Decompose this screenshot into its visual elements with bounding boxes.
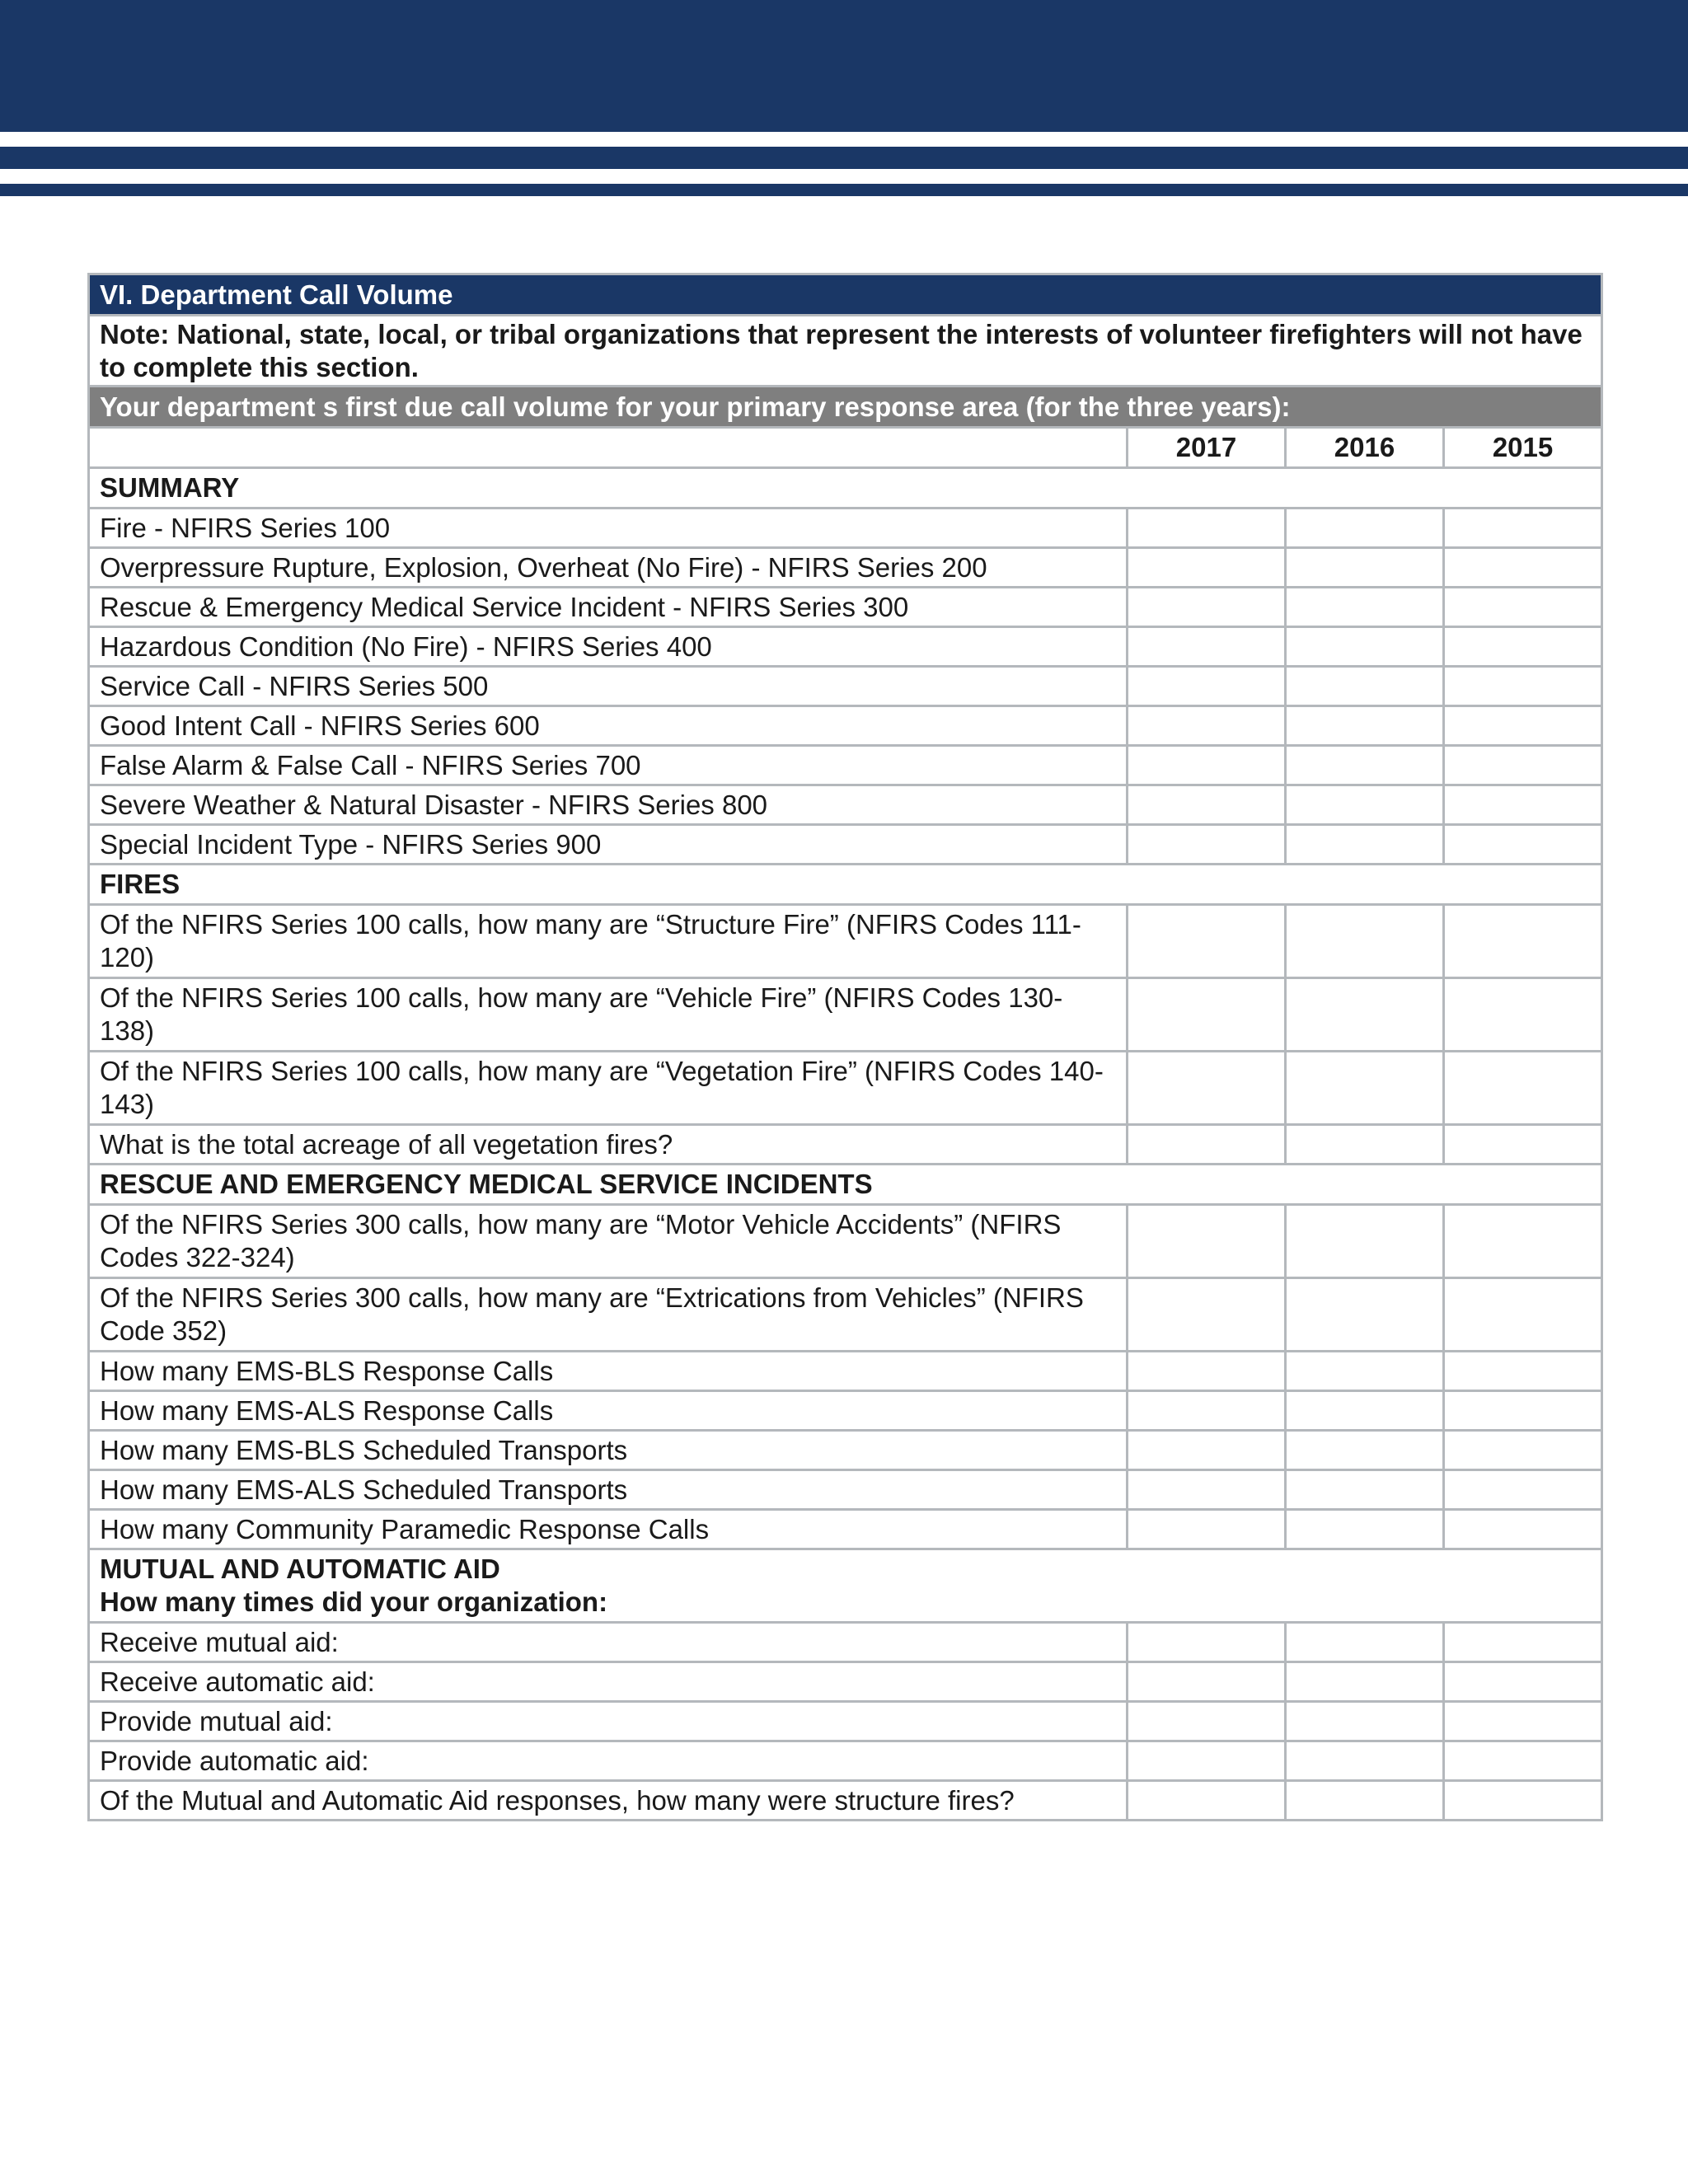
year-header-blank bbox=[89, 428, 1128, 468]
entry-cell[interactable] bbox=[1286, 978, 1444, 1052]
entry-cell[interactable] bbox=[1444, 548, 1602, 588]
entry-cell[interactable] bbox=[1444, 785, 1602, 825]
summary-rows bbox=[89, 509, 1602, 865]
entry-cell[interactable] bbox=[1444, 746, 1602, 785]
entry-cell[interactable] bbox=[1128, 1781, 1286, 1821]
row-label: Of the NFIRS Series 300 calls, how many are “Extrications from Vehicles” (NFIRS Code 352) bbox=[89, 1278, 1128, 1352]
entry-cell[interactable] bbox=[1128, 1470, 1286, 1510]
table-row bbox=[89, 1781, 1602, 1821]
entry-cell[interactable] bbox=[1128, 1125, 1286, 1165]
table-row bbox=[89, 1352, 1602, 1391]
header-stripe bbox=[0, 184, 1688, 196]
row-label: Receive mutual aid: bbox=[89, 1623, 1128, 1662]
row-label: Of the NFIRS Series 100 calls, how many are “Structure Fire” (NFIRS Codes 111-120) bbox=[89, 905, 1128, 978]
entry-cell[interactable] bbox=[1128, 1662, 1286, 1702]
entry-cell[interactable] bbox=[1286, 1391, 1444, 1431]
table-row bbox=[89, 627, 1602, 667]
entry-cell[interactable] bbox=[1286, 667, 1444, 706]
entry-cell[interactable] bbox=[1286, 1623, 1444, 1662]
entry-cell[interactable] bbox=[1286, 627, 1444, 667]
header-stripe bbox=[0, 147, 1688, 169]
row-label: Receive automatic aid: bbox=[89, 1662, 1128, 1702]
entry-cell[interactable] bbox=[1128, 706, 1286, 746]
entry-cell[interactable] bbox=[1128, 588, 1286, 627]
table-row bbox=[89, 1662, 1602, 1702]
fires-rows bbox=[89, 905, 1602, 1165]
entry-cell[interactable] bbox=[1286, 1781, 1444, 1821]
entry-cell[interactable] bbox=[1286, 825, 1444, 865]
entry-cell[interactable] bbox=[1286, 1125, 1444, 1165]
table-row bbox=[89, 1052, 1602, 1125]
mutual-rows bbox=[89, 1623, 1602, 1821]
rescue-rows bbox=[89, 1205, 1602, 1549]
entry-cell[interactable] bbox=[1128, 905, 1286, 978]
entry-cell[interactable] bbox=[1286, 548, 1444, 588]
entry-cell[interactable] bbox=[1128, 785, 1286, 825]
entry-cell[interactable] bbox=[1128, 1278, 1286, 1352]
entry-cell[interactable] bbox=[1286, 1052, 1444, 1125]
entry-cell[interactable] bbox=[1128, 548, 1286, 588]
table-row bbox=[89, 548, 1602, 588]
entry-cell[interactable] bbox=[1286, 1278, 1444, 1352]
entry-cell[interactable] bbox=[1128, 1352, 1286, 1391]
entry-cell[interactable] bbox=[1444, 1052, 1602, 1125]
row-label: Rescue & Emergency Medical Service Incident - NFIRS Series 300 bbox=[89, 588, 1128, 627]
entry-cell[interactable] bbox=[1444, 1431, 1602, 1470]
row-label: How many Community Paramedic Response Calls bbox=[89, 1510, 1128, 1549]
entry-cell[interactable] bbox=[1286, 785, 1444, 825]
entry-cell[interactable] bbox=[1128, 978, 1286, 1052]
row-label: How many EMS-ALS Response Calls bbox=[89, 1391, 1128, 1431]
row-label: Provide automatic aid: bbox=[89, 1741, 1128, 1781]
table-row bbox=[89, 1470, 1602, 1510]
entry-cell[interactable] bbox=[1128, 1205, 1286, 1278]
row-label: How many EMS-BLS Scheduled Transports bbox=[89, 1431, 1128, 1470]
row-label: Of the NFIRS Series 100 calls, how many are “Vegetation Fire” (NFIRS Codes 140-143) bbox=[89, 1052, 1128, 1125]
table-row bbox=[89, 1510, 1602, 1549]
table-row bbox=[89, 1205, 1602, 1278]
row-label: Fire - NFIRS Series 100 bbox=[89, 509, 1128, 548]
group-heading-mutual-subtitle: How many times did your organization: bbox=[100, 1586, 608, 1617]
entry-cell[interactable] bbox=[1128, 1623, 1286, 1662]
year-header: 2017 bbox=[1128, 428, 1286, 468]
entry-cell[interactable] bbox=[1444, 1510, 1602, 1549]
table-row bbox=[89, 825, 1602, 865]
entry-cell[interactable] bbox=[1128, 627, 1286, 667]
entry-cell[interactable] bbox=[1128, 1741, 1286, 1781]
entry-cell[interactable] bbox=[1444, 1781, 1602, 1821]
section-subheader: Your department s first due call volume for your primary response area (for the three years): bbox=[89, 387, 1602, 428]
table-row bbox=[89, 1125, 1602, 1165]
table-row bbox=[89, 667, 1602, 706]
entry-cell[interactable] bbox=[1444, 825, 1602, 865]
group-heading-summary: SUMMARY bbox=[89, 468, 1602, 509]
entry-cell[interactable] bbox=[1444, 509, 1602, 548]
group-heading-mutual bbox=[89, 1549, 1602, 1623]
table-row bbox=[89, 1623, 1602, 1662]
entry-cell[interactable] bbox=[1286, 746, 1444, 785]
group-heading-rescue: RESCUE AND EMERGENCY MEDICAL SERVICE INCIDENTS bbox=[89, 1165, 1602, 1205]
entry-cell[interactable] bbox=[1128, 1052, 1286, 1125]
table-row bbox=[89, 1391, 1602, 1431]
entry-cell[interactable] bbox=[1286, 1352, 1444, 1391]
entry-cell[interactable] bbox=[1444, 1278, 1602, 1352]
row-label: Overpressure Rupture, Explosion, Overheat (No Fire) - NFIRS Series 200 bbox=[89, 548, 1128, 588]
entry-cell[interactable] bbox=[1286, 1470, 1444, 1510]
entry-cell[interactable] bbox=[1444, 1205, 1602, 1278]
entry-cell[interactable] bbox=[1444, 1741, 1602, 1781]
row-label: Of the NFIRS Series 300 calls, how many are “Motor Vehicle Accidents” (NFIRS Codes 322-324) bbox=[89, 1205, 1128, 1278]
row-label: What is the total acreage of all vegetation fires? bbox=[89, 1125, 1128, 1165]
entry-cell[interactable] bbox=[1286, 588, 1444, 627]
section-title: VI. Department Call Volume bbox=[89, 274, 1602, 316]
row-label: Good Intent Call - NFIRS Series 600 bbox=[89, 706, 1128, 746]
entry-cell[interactable] bbox=[1444, 1623, 1602, 1662]
entry-cell[interactable] bbox=[1444, 1352, 1602, 1391]
entry-cell[interactable] bbox=[1286, 1510, 1444, 1549]
entry-cell[interactable] bbox=[1286, 1205, 1444, 1278]
entry-cell[interactable] bbox=[1128, 1391, 1286, 1431]
table-row bbox=[89, 1741, 1602, 1781]
entry-cell[interactable] bbox=[1128, 1431, 1286, 1470]
table-row bbox=[89, 978, 1602, 1052]
table-row bbox=[89, 1702, 1602, 1741]
table-row bbox=[89, 1278, 1602, 1352]
header-banner bbox=[0, 0, 1688, 132]
entry-cell[interactable] bbox=[1444, 588, 1602, 627]
entry-cell[interactable] bbox=[1444, 1470, 1602, 1510]
table-row bbox=[89, 1431, 1602, 1470]
row-label: Of the Mutual and Automatic Aid responses, how many were structure fires? bbox=[89, 1781, 1128, 1821]
entry-cell[interactable] bbox=[1286, 706, 1444, 746]
entry-cell[interactable] bbox=[1444, 978, 1602, 1052]
entry-cell[interactable] bbox=[1444, 1391, 1602, 1431]
entry-cell[interactable] bbox=[1128, 746, 1286, 785]
table-row bbox=[89, 588, 1602, 627]
row-label: How many EMS-BLS Response Calls bbox=[89, 1352, 1128, 1391]
section-note: Note: National, state, local, or tribal organizations that represent the interests of volunteer firefighters will not have to complete this section. bbox=[89, 316, 1602, 387]
entry-cell[interactable] bbox=[1444, 1702, 1602, 1741]
row-label: Special Incident Type - NFIRS Series 900 bbox=[89, 825, 1128, 865]
year-header: 2015 bbox=[1444, 428, 1602, 468]
row-label: Hazardous Condition (No Fire) - NFIRS Series 400 bbox=[89, 627, 1128, 667]
entry-cell[interactable] bbox=[1444, 905, 1602, 978]
entry-cell[interactable] bbox=[1128, 1510, 1286, 1549]
entry-cell[interactable] bbox=[1286, 1741, 1444, 1781]
entry-cell[interactable] bbox=[1286, 905, 1444, 978]
entry-cell[interactable] bbox=[1286, 1702, 1444, 1741]
group-heading-fires: FIRES bbox=[89, 865, 1602, 905]
entry-cell[interactable] bbox=[1128, 825, 1286, 865]
entry-cell[interactable] bbox=[1286, 1431, 1444, 1470]
year-header: 2016 bbox=[1286, 428, 1444, 468]
table-row bbox=[89, 785, 1602, 825]
row-label: How many EMS-ALS Scheduled Transports bbox=[89, 1470, 1128, 1510]
table-row bbox=[89, 509, 1602, 548]
entry-cell[interactable] bbox=[1286, 1662, 1444, 1702]
entry-cell[interactable] bbox=[1444, 1662, 1602, 1702]
entry-cell[interactable] bbox=[1444, 627, 1602, 667]
group-heading-mutual-title: MUTUAL AND AUTOMATIC AID bbox=[100, 1554, 500, 1584]
table-row bbox=[89, 905, 1602, 978]
row-label: False Alarm & False Call - NFIRS Series 700 bbox=[89, 746, 1128, 785]
row-label: Provide mutual aid: bbox=[89, 1702, 1128, 1741]
entry-cell[interactable] bbox=[1128, 667, 1286, 706]
entry-cell[interactable] bbox=[1444, 1125, 1602, 1165]
entry-cell[interactable] bbox=[1128, 509, 1286, 548]
table-row bbox=[89, 706, 1602, 746]
entry-cell[interactable] bbox=[1444, 706, 1602, 746]
entry-cell[interactable] bbox=[1128, 1702, 1286, 1741]
entry-cell[interactable] bbox=[1286, 509, 1444, 548]
row-label: Severe Weather & Natural Disaster - NFIRS Series 800 bbox=[89, 785, 1128, 825]
row-label: Of the NFIRS Series 100 calls, how many are “Vehicle Fire” (NFIRS Codes 130-138) bbox=[89, 978, 1128, 1052]
row-label: Service Call - NFIRS Series 500 bbox=[89, 667, 1128, 706]
entry-cell[interactable] bbox=[1444, 667, 1602, 706]
table-row bbox=[89, 746, 1602, 785]
call-volume-form bbox=[87, 273, 1603, 1821]
